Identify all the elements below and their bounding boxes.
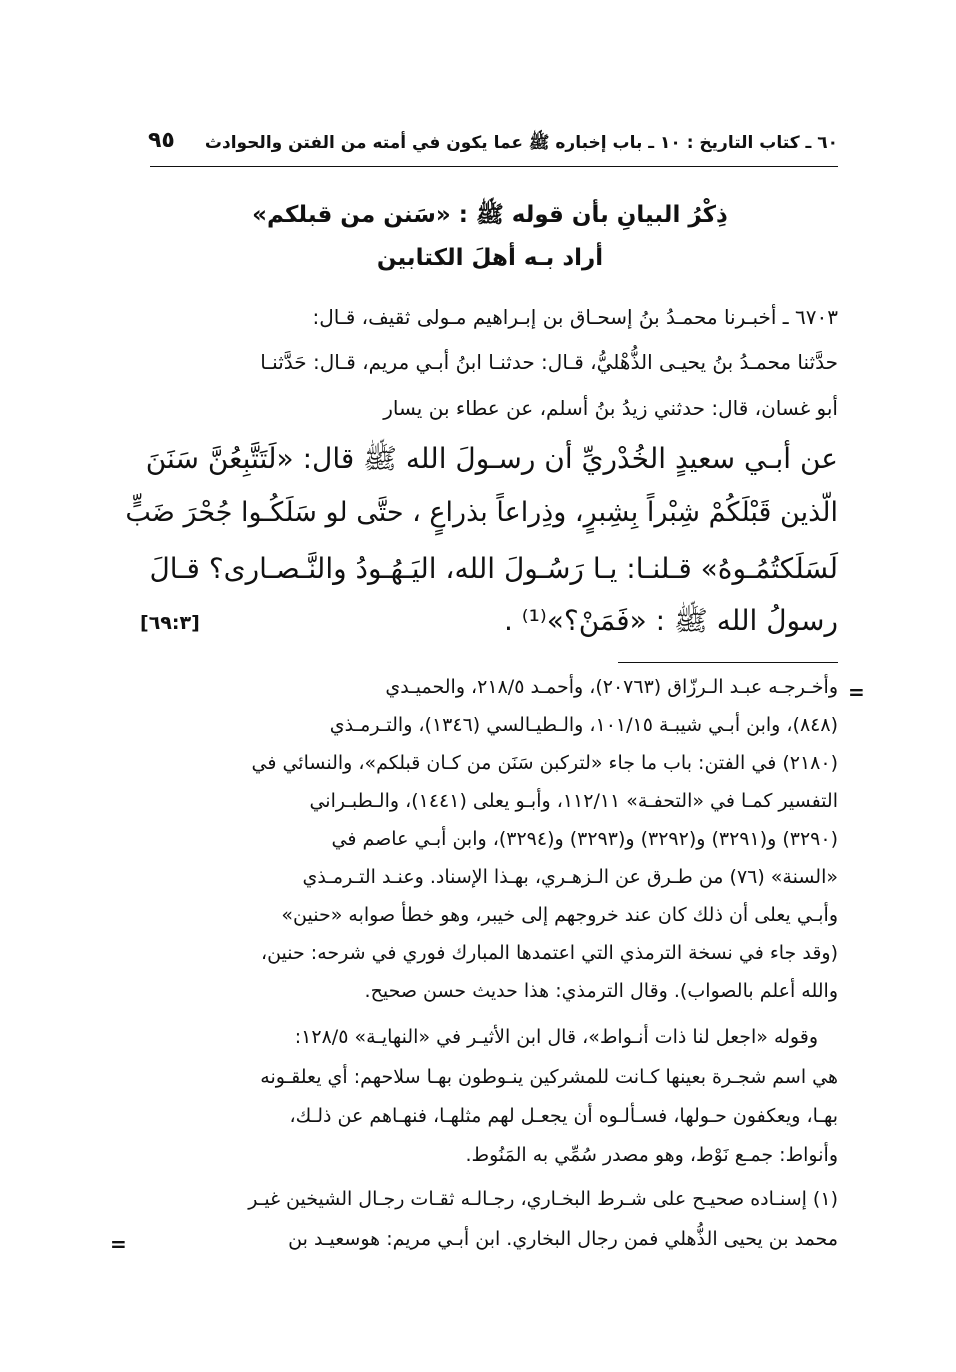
isnad-line-1: ٦٧٠٣ ـ أخبـرنا محمـدُ بنُ إسحـاق بن إبـراهيم مـولى ثقيف، قـال: bbox=[312, 305, 838, 329]
footnote-line: وقوله «اجعل لنا ذات أنـواط»، قال ابن الأثيـر في «النهايـة» ١٢٨/٥: bbox=[294, 1026, 818, 1048]
footnote-line: بهـا، ويعكفون حـولها، فسـألـوه أن يجعـل لهم مثلهـا، فنهـاهم عن ذلـك، bbox=[289, 1105, 838, 1127]
footnote-line: والله أعلم بالصواب). وقال الترمذي: هذا حديث حسن صحيح. bbox=[364, 980, 838, 1002]
hadith-line-4: رسولُ الله ﷺ : «فَمَنْ؟»⁽¹⁾ . bbox=[503, 604, 838, 637]
footnote-line: (٣٢٩٠) و(٣٢٩١) و(٣٢٩٢) و(٣٢٩٣) و(٣٢٩٤)، وابن أبـي عاصم في bbox=[331, 828, 838, 850]
hadith-line-3: لَسَلَكتُمُـوهُ» قـلنـا: يـا رَسُـولَ الله، اليَـهُـودُ والنَّـصـارى؟ قـالَ bbox=[149, 552, 838, 585]
footnote-line: هي اسم شجـرة بعينها كـانت للمشركين ينـوطون بهـا سلاحهم: أي يعلقـونه bbox=[260, 1066, 838, 1088]
footnote-1-line-1: (١) إسنـاده صحيـح على شـرط البخـاري، رجـالـه ثقـات رجـال الشيخين غيـر bbox=[248, 1188, 838, 1210]
section-heading-line-1: ذِكْرُ البيانِ بأن قوله ﷺ : «سَنن من قبلكم» bbox=[252, 202, 728, 228]
footnote-line: وأخـرجـه عبـد الـرزّاق (٢٠٧٦٣)، وأحمـد ٢١٨/٥، والحميـدي bbox=[385, 676, 838, 698]
running-title: ٦٠ ـ كتاب التاريخ : ١٠ ـ باب إخباره ﷺ عما يكون في أمته من الفتن والحوادث bbox=[204, 133, 838, 153]
page-number: ٩٥ bbox=[148, 128, 175, 153]
footnote-line: (وقد جاء في نسخة الترمذي التي اعتمدها المبارك فوري في شرحه: حنين، bbox=[260, 942, 838, 964]
hadith-line-1: عن أبـي سعيدٍ الخُدْريِّ أن رسـولَ الله ﷺ قال: «لَتَتَّبِعُنَّ سَنَنَ bbox=[145, 442, 838, 475]
section-heading-line-2: أراد بـه أهلَ الكتابين bbox=[376, 245, 604, 271]
footnote-separator bbox=[618, 662, 838, 663]
isnad-line-3: أبو غسان، قال: حدثني زيدُ بنُ أسلم، عن عطاء بن يسار bbox=[383, 396, 838, 420]
footnote-1-line-2: محمد بن يحيى الذُّهلي فمن رجال البخاري. ابن أبـي مريم: هوسعيـد بن bbox=[288, 1228, 838, 1250]
volume-reference: [٦٩:٣] bbox=[140, 612, 200, 634]
continuation-mark: = bbox=[110, 1232, 127, 1256]
footnote-line: وأبـي يعلى أن ذلك كان عند خروجهم إلى خيبر، وهو خطأ صوابه «حنين» bbox=[281, 904, 838, 926]
footnote-line: (٨٤٨)، وابن أبـي شيبـة ١٠١/١٥، والـطيـالسي (١٣٤٦)، والتـرمـذي bbox=[329, 714, 838, 736]
continuation-mark: = bbox=[848, 680, 865, 704]
hadith-line-2: الّذين قَبْلَكُمْ شِبْراً بِشِبرٍ، وذِراعاً بذراعٍ ، حتَّى لو سَلَكُـوا جُحْرَ ضَبٍّ bbox=[125, 497, 838, 528]
footnote-line: (٢١٨٠) في الفتن: باب ما جاء «لتركبن سَنَن من كـان قبلكم»، والنسائي في bbox=[251, 752, 838, 774]
footnote-line: «السنة» (٧٦) من طـرق عن الـزهـري، بهـذا الإسناد. وعنـد التـرمـذي bbox=[302, 866, 838, 888]
isnad-line-2: حدَّثنا محمـدُ بنُ يحيـى الذُّهْليُّ، قـال: حدثنـا ابنُ أبـي مريم، قـال: حَدَّثنـا bbox=[260, 350, 838, 374]
header-rule bbox=[150, 166, 838, 167]
footnote-line: وأنواط: جمـع نَوْط، وهو مصدر سُمِّي به المَنُوط. bbox=[465, 1144, 838, 1166]
footnote-line: التفسير كمـا في «التحفـة» ١١٢/١١، وأبـو يعلى (١٤٤١)، والـطبـراني bbox=[309, 790, 838, 812]
